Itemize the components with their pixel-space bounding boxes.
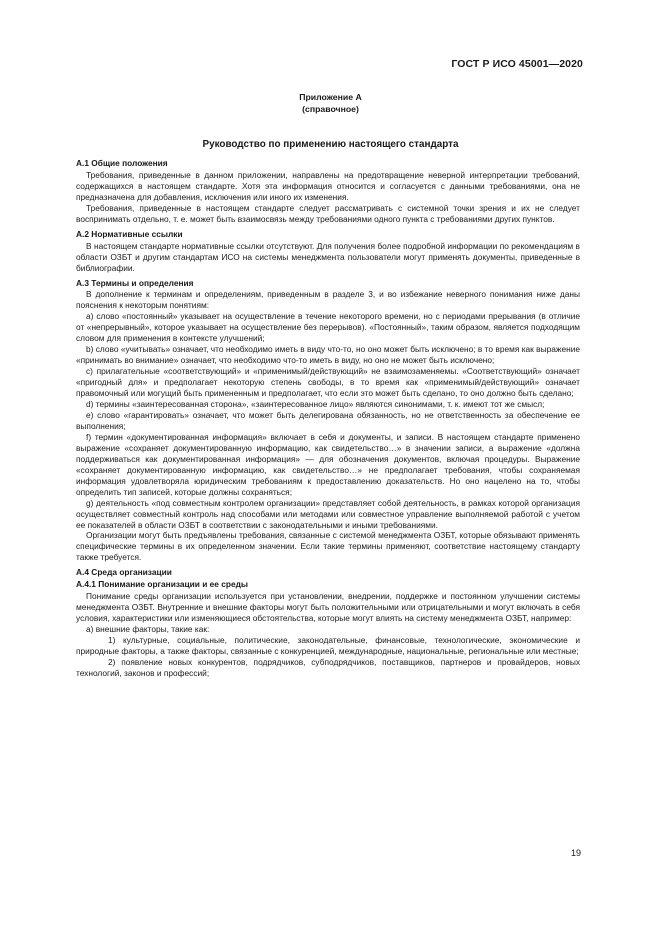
document-body [76, 158, 580, 679]
annex-heading [0, 91, 661, 115]
list-item: а) внешние факторы, такие как: [86, 624, 210, 635]
paragraph: Понимание среды организации используется при установлении, внедрении, поддержке и постоянном улучшении системы менеджмента ОЗБТ. Внутренние и внешние факторы могут быть положительными или отрицательными и могут включать в себя условия, характеристики или изменяющиеся обстоятельства, которые могут влиять на систему менеджмента ОЗБТ, например: [76, 591, 580, 624]
section-heading-a2: А.2 Нормативные ссылки [76, 228, 183, 239]
standard-header: ГОСТ Р ИСО 45001—2020 [451, 58, 583, 70]
paragraph: Организации могут быть предъявлены требования, связанные с системой менеджмента ОЗБТ, которые обязывают применять специфические термины в их определенном значении. Если такие термины применяют, соответствие настоящему стандарту также требуется. [76, 530, 580, 563]
list-item: e) слово «гарантировать» означает, что может быть делегирована обязанность, но не ответственность за обеспечение ее выполнения; [76, 409, 580, 431]
sub-list-item: 2) появление новых конкурентов, подрядчиков, субподрядчиков, поставщиков, партнеров и провайдеров, новых технологий, законов и профессий; [76, 656, 580, 678]
paragraph: В дополнение к терминам и определениям, приведенным в разделе 3, и во избежание неверного понимания ниже даны пояснения к некоторым понятиям: [76, 289, 580, 311]
paragraph: Требования, приведенные в настоящем стандарте следует рассматривать с системной точки зрения и их не следует воспринимать отдельно, т. е. может быть взаимосвязь между требованиями одного пункта с требованиями других пунктов. [76, 202, 580, 224]
list-item: а) слово «постоянный» указывает на осуществление в течение некоторого времени, но с периодами прерывания (в отличие от «непрерывный», которое указывает на осуществление без перерывов). «Постоянный», таким образом, является подходящим словом для применения в контексте улучшений; [76, 311, 580, 344]
page-number: 19 [570, 848, 581, 858]
subsection-heading-a4-1: А.4.1 Понимание организации и ее среды [76, 579, 249, 590]
list-item: f) термин «документированная информация» включает в себя и документы, и записи. В настоящем стандарте применено выражение «сохраняет документированную информацию, как свидетельство…» в значении записи, а выражение «должна поддерживаться как документированная информация» — для обозначения документов, включая процедуры. Выражение «сохраняет документированную информацию, как свидетельство…» не предполагает требования, чтобы сохраняемая информация удовлетворяла юридическим требованиям к предоставлению доказательств. Но оно нацелено на то, чтобы определить тип записей, которые должны сохраняться; [76, 431, 580, 497]
annex-title: Приложение А [299, 92, 362, 102]
list-item: g) деятельность «под совместным контролем организации» представляет собой деятельность, в рамках которой организация осуществляет совместный контроль над способами или методами или совместное управление выполняемой работой с учетом ее показателей в области ОЗБТ в соответствии с законодательными и иными требованиями. [76, 497, 580, 530]
section-heading-a3: А.3 Термины и определения [76, 277, 194, 288]
page-title: Руководство по применению настоящего стандарта [202, 139, 459, 150]
section-heading-a1: А.1 Общие положения [76, 158, 168, 168]
annex-kind: (справочное) [302, 104, 359, 114]
list-item: d) термины «заинтересованная сторона», «заинтересованное лицо» являются синонимами, т. к. имеют тот же смысл; [86, 399, 545, 410]
sub-list-item: 1) культурные, социальные, политические, законодательные, финансовые, технологические, экономические и природные факторы, а также факторы, связанные с конкуренцией, международные, национальные, региональные или местные; [76, 635, 580, 656]
section-heading-a4: А.4 Среда организации [76, 567, 172, 578]
list-item: b) слово «учитывать» означает, что необходимо иметь в виду что-то, но оно может быть исключено; в то время как выражение «принимать во внимание» означает, что необходимо что-то иметь в виду, но оно не может быть исключено; [76, 344, 580, 366]
list-item: c) прилагательные «соответствующий» и «применимый/действующий» не взаимозаменяемы. «Соответствующий» означает «пригодный для» и предполагает некоторую степень свободы, в то время как «применимый/действующий» означает правомочный или могущий быть примененным и предполагает, что если это может быть сделано, то оно должно быть сделано; [76, 366, 580, 399]
paragraph: В настоящем стандарте нормативные ссылки отсутствуют. Для получения более подробной информации по рекомендациям в области ОЗБТ и другим стандартам ИСО на системы менеджмента пользователи могут применять документы, приведенные в библиографии. [76, 240, 580, 273]
paragraph: Требования, приведенные в данном приложении, направлены на предотвращение неверной интерпретации требований, содержащихся в настоящем стандарте. Хотя эта информация относится и согласуется с данными требованиями, она не предназначена для добавления, исключения или иного их изменения. [76, 169, 580, 202]
